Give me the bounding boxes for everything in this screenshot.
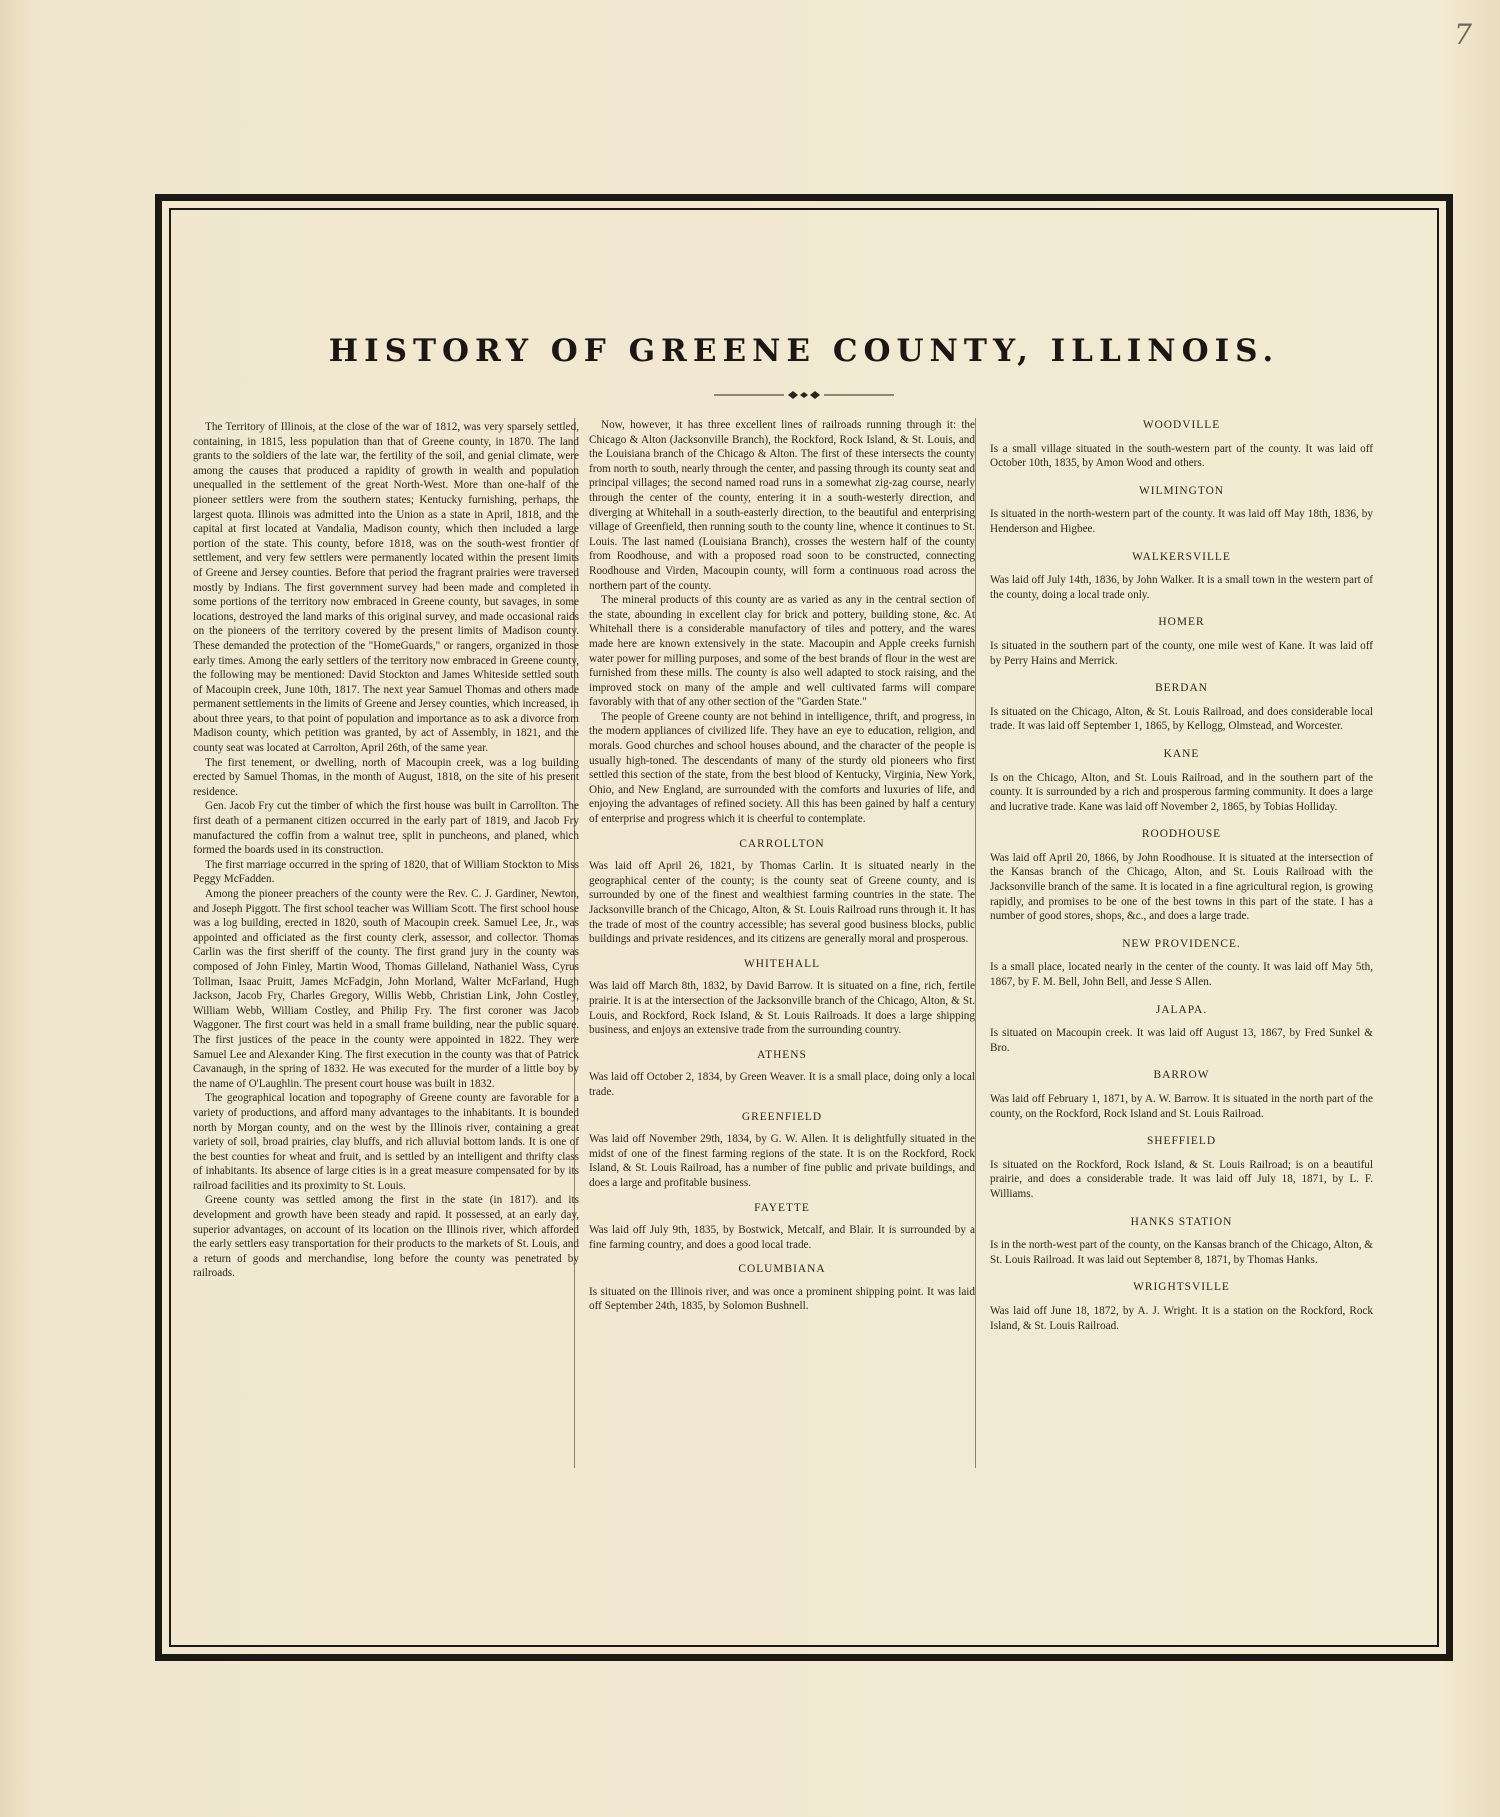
- paragraph: The people of Greene county are not behind in intelligence, thrift, and progress, in the modern appliances of civilized life. They have an eye to education, religion, and morals. Good churches and school houses abound, and the character of the people is usually high-toned. The descendants of many of the sturdy old pioneers who first settled this section of the state, from the best blood of Kentucky, Virginia, New York, Ohio, and New England, are surrounded with the comforts and luxuries of life, and enjoying the advantages of refined society. All this has been gained by half a century of enterprise and progress which it is cheerful to contemplate.: [589, 710, 975, 826]
- page-number: 7: [1454, 18, 1472, 51]
- town-text: Is situated on the Illinois river, and was once a prominent shipping point. It was laid off September 24th, 1835, by Solomon Bushnell.: [589, 1285, 975, 1313]
- paragraph: The Territory of Illinois, at the close of the war of 1812, was very sparsely settled, containing, in 1815, less population than that of Greene county, in 1870. The land grants to the soldiers of the late war, the fertility of the soil, and genial climate, were among the causes that produced a rapidity of growth in wealth and population unequalled in the settlement of the great North-West. More than one-half of the pioneer settlers were from the southern states; Kentucky furnishing, perhaps, the largest quota. Illinois was admitted into the Union as a state in April, 1818, and the capital at first located at Vandalia, Madison county, which then included a large portion of the state. This county, before 1818, was on the south-west frontier of settlement, and very few settlers were permanently located within the present limits of Greene and Jersey counties. Before that period the fragrant prairies were traversed mostly by Indians. The first government survey had been made and completed in some portions of the territory now embraced in Greene county, but savages, in some locations, destroyed the land marks of this original survey, and made occasional raids on the pioneers of the territory covered by the present limits of Madison county. These demanded the protection of the "HomeGuards," or rangers, organized in those early times. Among the early settlers of the territory now embraced in Greene county, the following may be mentioned: David Stockton and James Whiteside settled south of Macoupin creek, June 10th, 1817. The next year Samuel Thomas and others made permanent settlements in the limits of Greene and Jersey counties, which increased, in about three years, to that point of population and importance as to ask a divorce from Madison county, which petition was granted, by act of Assembly, in 1821, and the county seat was located at Carrolton, April 26th, of the same year.: [193, 421, 579, 755]
- town-heading: KANE: [1163, 747, 1200, 760]
- town-text: Was laid off March 8th, 1832, by David Barrow. It is situated on a fine, rich, fertile prairie. It is at the intersection of the Jacksonville branch of the Chicago, Alton, & St. Louis, and Rockford, Rock Island, & St. Louis Railroads. It does a large shipping business, and enjoys an extensive trade from the surrounding country.: [589, 980, 975, 1037]
- town-heading: WALKERSVILLE: [1132, 550, 1231, 563]
- town-text: Is a small village situated in the south-western part of the county. It was laid off October 10th, 1835, by Amon Wood and others.: [990, 442, 1373, 470]
- town-entry: [589, 1110, 975, 1191]
- town-text: Was laid off June 18, 1872, by A. J. Wright. It is a station on the Rockford, Rock Island, & St. Louis Railroad.: [990, 1304, 1373, 1332]
- town-heading: CARROLLTON: [739, 837, 825, 850]
- paragraph: The first marriage occurred in the spring of 1820, that of William Stockton to Miss Peggy McFadden.: [193, 858, 579, 886]
- town-text: Is situated in the southern part of the county, one mile west of Kane. It was laid off by Perry Hains and Merrick.: [990, 639, 1373, 667]
- paragraph: Greene county was settled among the first in the state (in 1817). and its development and growth have been steady and rapid. It possessed, at an early day, superior advantages, on account of its location on the Illinois river, which afforded the early settlers easy transportation for their products to the markets of St. Louis, and a return of goods and merchandise, long before the county was penetrated by railroads.: [193, 1194, 579, 1280]
- town-heading: WOODVILLE: [1142, 419, 1221, 431]
- town-text: Was laid off April 20, 1866, by John Roodhouse. It is situated at the intersection of the Kansas branch of the Chicago, Alton, and St. Louis Railroad with the Jacksonville branch of the same. It is located in a fine agricultural region, is growing rapidly, and promises to be one of the best towns in this part of the state. I has a number of good stores, shops, &c., and does a large trade.: [990, 851, 1373, 923]
- town-heading: WILMINGTON: [1138, 484, 1225, 497]
- town-entry: [589, 1262, 975, 1314]
- page-title: HISTORY OF GREENE COUNTY, ILLINOIS.: [328, 333, 1280, 369]
- paragraph: Gen. Jacob Fry cut the timber of which the first house was built in Carrollton. The first death of a permanent citizen occurred in the early part of 1819, and Jacob Fry manufactured the coffin from a walnut tree, split in puncheons, and planed, which formed the boards used in its construction.: [193, 800, 579, 857]
- town-entry: [589, 1201, 975, 1253]
- town-text: Is situated on Macoupin creek. It was laid off August 13, 1867, by Fred Sunkel & Bro.: [990, 1027, 1373, 1054]
- town-text: Is a small place, located nearly in the center of the county. It was laid off May 5th, 1867, by F. M. Bell, John Bell, and Jesse S Allen.: [990, 961, 1373, 989]
- town-text: Was laid off November 29th, 1834, by G. W. Allen. It is delightfully situated in the midst of one of the finest farming regions of the state. It is on the Rockford, Rock Island, & St. Louis Railroad, has a number of fine public and private buildings, and does a large and profitable business.: [589, 1133, 975, 1189]
- town-heading: COLUMBIANA: [738, 1263, 826, 1276]
- town-heading: GREENFIELD: [741, 1110, 823, 1123]
- town-heading: SHEFFIELD: [1146, 1135, 1217, 1148]
- town-text: Is situated on the Rockford, Rock Island, & St. Louis Railroad; is on a beautiful prairie, and does a considerable trade. It was laid off July 18, 1871, by L. F. Williams.: [990, 1158, 1373, 1200]
- town-text: Is situated in the north-western part of the county. It was laid off May 18th, 1836, by Henderson and Higbee.: [990, 508, 1373, 535]
- town-text: Was laid off April 26, 1821, by Thomas Carlin. It is situated nearly in the geographical center of the county; is the county seat of Greene county, and is surrounded by one of the finest and wealthiest farming countries in the state. The Jacksonville branch of the Chicago, Alton, & St. Louis Railroad runs through it. It has the trade of most of the country accessible; has several good business blocks, public buildings and private residences, and its citizens are generally moral and prosperous.: [589, 860, 975, 946]
- town-heading: ROODHOUSE: [1141, 828, 1222, 841]
- town-heading: BARROW: [1153, 1069, 1210, 1082]
- town-heading: ATHENS: [757, 1048, 807, 1061]
- town-text: Is in the north-west part of the county, on the Kansas branch of the Chicago, Alton, & St. Louis Railroad. It was laid out September 8, 1871, by Thomas Hanks.: [990, 1239, 1373, 1266]
- town-text: Is situated on the Chicago, Alton, & St. Louis Railroad, and does considerable local trade. It was laid off September 1, 1865, by Kellogg, Olmstead, and Worcester.: [990, 705, 1373, 733]
- town-heading: JALAPA.: [1155, 1003, 1208, 1016]
- history-column-1: [193, 420, 579, 1281]
- history-column-3: [990, 418, 1373, 1333]
- column-rule: [975, 418, 976, 1468]
- town-heading: BERDAN: [1155, 682, 1208, 695]
- paragraph: Among the pioneer preachers of the county were the Rev. C. J. Gardiner, Newton, and Joseph Piggott. The first school teacher was William Scott. The first school house was a log building, erected in 1820, south of Macoupin creek. Samuel Lee, Jr., was appointed and officiated as the first county clerk, assessor, and collector. Thomas Carlin was the first sheriff of the county. The first grand jury in the county was composed of John Finley, Martin Wood, Thomas Gilleland, Nathaniel Wass, Cyrus Tollman, Isaac Pruitt, James McFadgin, John Morland, Walter McFarland, Hugh Jackson, Jacob Fry, Charles Gregory, Willis Webb, Christian Link, John Costley, William Webb, William Costley, and Philip Fry. The first coroner was Jacob Waggoner. The first court was held in a small frame building, near the public square. The first justices of the peace in the county were appointed in 1822. They were Samuel Lee and Alexander King. The first execution in the county was that of Patrick Cavanaugh, in the spring of 1832. He was executed for the murder of a little boy by the name of O'Laughlin. The present court house was built in 1832.: [193, 888, 579, 1090]
- town-entry: [589, 837, 975, 947]
- town-text: Is on the Chicago, Alton, and St. Louis Railroad, and in the southern part of the county. It is surrounded by a rich and prosperous farming community. It does a large and lucrative trade. Kane was laid off November 2, 1865, by Tobias Holliday.: [990, 771, 1373, 813]
- paragraph: The mineral products of this county are as varied as any in the central section of the state, abounding in excellent clay for brick and pottery, building stone, &c. At Whitehall there is a considerable manufactory of tiles and pottery, and the wares made here are known extensively in the state. Macoupin and Apple creeks furnish water power for milling purposes, and some of the best brands of flour in the west are furnished from these mills. The county is also well adapted to stock raising, and the improved stock on many of the ample and well cultivated farms will compare favorably with that of any other section of the "Garden State.": [589, 594, 975, 709]
- town-heading: HOMER: [1158, 616, 1205, 629]
- town-heading: FAYETTE: [754, 1201, 810, 1214]
- town-text: Was laid off February 1, 1871, by A. W. Barrow. It is situated in the north part of the county, on the Rockford, Rock Island and St. Louis Railroad.: [990, 1093, 1373, 1120]
- town-heading: WHITEHALL: [743, 957, 821, 970]
- town-text: Was laid off October 2, 1834, by Green Weaver. It is a small place, doing only a local trade.: [589, 1071, 975, 1098]
- paragraph: The geographical location and topography of Greene county are favorable for a variety of productions, and afford many advantages to the inhabitants. It is bounded north by Morgan county, and on the west by the Illinois river, containing a great variety of soil, broad prairies, clay bluffs, and rich alluvial bottom lands. It is one of the best counties for wheat and fruit, and is settled by an intelligent and thrifty class of inhabitants. Its absence of large cities is in a great measure compensated for by its railroad facilities and its proximity to St. Louis.: [193, 1092, 579, 1192]
- town-entry: [589, 957, 975, 1038]
- ornament-divider: [714, 389, 894, 401]
- town-text: Was laid off July 9th, 1835, by Bostwick, Metcalf, and Blair. It is surrounded by a fine farming country, and does a good local trade.: [589, 1224, 975, 1251]
- town-heading: HANKS STATION: [1130, 1215, 1233, 1228]
- paragraph: The first tenement, or dwelling, north of Macoupin creek, was a log building erected by Samuel Thomas, in the month of August, 1818, on the site of his present residence.: [193, 756, 579, 798]
- town-heading: NEW PROVIDENCE.: [1122, 937, 1241, 950]
- paragraph: Now, however, it has three excellent lines of railroads running through it: the Chicago & Alton (Jacksonville Branch), the Rockford, Rock Island, & St. Louis, and the Louisiana branch of the Chicago & Alton. The first of these intersects the county from north to south, nearly through the center, and passing through its county seat and principal villages; the second named road runs in a somewhat zig-zag course, nearly through the center of the county, entering it in a south-westerly direction, and diverging at Whitehall in a south-easterly direction, to the beautiful and enterprising village of Greenfield, then running south to the county line, whence it continues to St. Louis. The last named (Louisiana Branch), crosses the western half of the county from Roodhouse, and with a proposed road soon to be constructed, connecting Roodhouse and Virden, Macoupin county, will form a continuous road across the northern part of the county.: [589, 419, 975, 592]
- town-text: Was laid off July 14th, 1836, by John Walker. It is a small town in the western part of the county, doing a local trade only.: [990, 574, 1373, 601]
- town-heading: WRIGHTSVILLE: [1133, 1281, 1230, 1294]
- town-entry: [589, 1048, 975, 1100]
- history-column-2: [589, 418, 975, 1314]
